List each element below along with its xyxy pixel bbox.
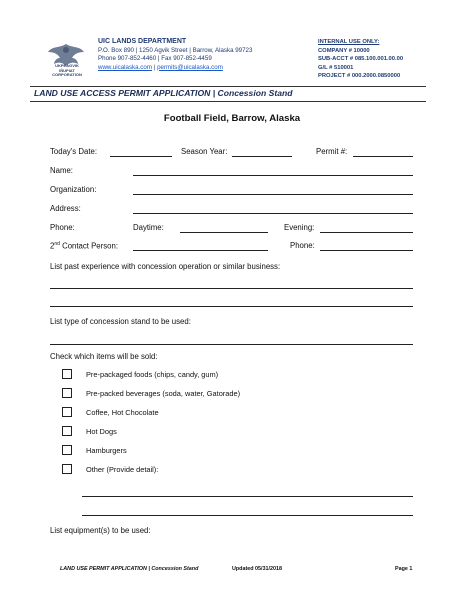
item-label: Coffee, Hot Chocolate xyxy=(86,408,159,417)
item-checkbox[interactable] xyxy=(62,464,72,474)
company-number: COMPANY # 10000 xyxy=(318,47,370,54)
form-subtitle: Football Field, Barrow, Alaska xyxy=(163,113,301,124)
item-label: Other (Provide detail): xyxy=(86,465,159,474)
organization-field[interactable] xyxy=(133,194,413,195)
second-contact-label-text: Contact Person: xyxy=(59,241,118,251)
evening-label: Evening: xyxy=(284,223,315,232)
department-name: UIC LANDS DEPARTMENT xyxy=(98,38,187,45)
todays-date-field[interactable] xyxy=(110,156,172,157)
permit-number-label: Permit #: xyxy=(316,147,348,156)
internal-use-heading: INTERNAL USE ONLY: xyxy=(318,39,380,45)
contact-links xyxy=(98,64,252,73)
phone-label: Phone: xyxy=(50,223,75,232)
experience-question: List past experience with concession operation or similar business: xyxy=(50,262,281,271)
second-phone-field[interactable] xyxy=(320,250,413,251)
todays-date-label: Today's Date: xyxy=(50,147,97,156)
item-label: Hot Dogs xyxy=(86,427,117,436)
logo-line: IÑUPIAT xyxy=(59,67,75,73)
other-detail-line-1[interactable] xyxy=(82,496,413,497)
item-label: Pre-packaged foods (chips, candy, gum) xyxy=(86,370,219,379)
item-label: Pre-packed beverages (soda, water, Gatorade) xyxy=(86,389,241,398)
season-year-field[interactable] xyxy=(232,156,292,157)
daytime-phone-field[interactable] xyxy=(180,232,268,233)
name-field[interactable] xyxy=(133,175,413,176)
phone-fax-line: Phone 907-852-4460 | Fax 907-852-4459 xyxy=(98,55,212,63)
link-separator: | xyxy=(153,63,156,71)
item-checkbox[interactable] xyxy=(62,445,72,455)
address-label: Address: xyxy=(50,204,81,213)
stand-type-line[interactable] xyxy=(50,344,413,345)
logo-wordmark xyxy=(40,64,94,78)
experience-line-1[interactable] xyxy=(50,288,413,289)
evening-phone-field[interactable] xyxy=(320,232,413,233)
item-checkbox[interactable] xyxy=(62,426,72,436)
item-label: Hamburgers xyxy=(86,446,127,455)
address-line: P.O. Box 890 | 1250 Agvik Street | Barrow, Alaska 99723 xyxy=(98,46,253,54)
permit-number-field[interactable] xyxy=(353,156,413,157)
other-detail-line-2[interactable] xyxy=(82,515,413,516)
website-link[interactable]: www.uicalaska.com xyxy=(98,63,152,71)
logo-line: UKPEAGVIK xyxy=(55,63,79,68)
item-checkbox[interactable] xyxy=(62,407,72,417)
sub-account-number: SUB-ACCT # 085.100.001.00.00 xyxy=(318,56,404,63)
season-year-label: Season Year: xyxy=(181,147,228,156)
name-label: Name: xyxy=(50,166,73,175)
item-checkbox[interactable] xyxy=(62,369,72,379)
daytime-label: Daytime: xyxy=(133,223,164,232)
project-number: PROJECT # 000.2000.0850000 xyxy=(318,73,401,80)
stand-type-question: List type of concession stand to be used: xyxy=(50,317,191,326)
email-link[interactable]: permits@uicalaska.com xyxy=(157,63,223,71)
organization-info xyxy=(98,38,252,72)
gl-number: G/L # 510001 xyxy=(318,64,354,71)
second-contact-label-sup: nd xyxy=(54,241,60,247)
logo-line: CORPORATION xyxy=(52,72,82,77)
footer-page: Page 1 xyxy=(395,566,413,572)
item-checkbox[interactable] xyxy=(62,388,72,398)
footer-updated: Updated 05/31/2018 xyxy=(232,566,283,572)
second-contact-field[interactable] xyxy=(133,250,268,251)
experience-line-2[interactable] xyxy=(50,306,413,307)
second-contact-label xyxy=(50,241,118,251)
equipment-question: List equipment(s) to be used: xyxy=(50,526,151,535)
form-title: LAND USE ACCESS PERMIT APPLICATION | Concession Stand xyxy=(34,88,293,98)
second-contact-label-num: 2 xyxy=(50,241,55,251)
items-question: Check which items will be sold: xyxy=(50,352,158,361)
internal-use-block xyxy=(318,38,403,81)
address-field[interactable] xyxy=(133,213,413,214)
footer-title: LAND USE PERMIT APPLICATION | Concession Stand xyxy=(60,566,199,572)
organization-label: Organization: xyxy=(50,185,97,194)
second-phone-label: Phone: xyxy=(290,241,315,250)
